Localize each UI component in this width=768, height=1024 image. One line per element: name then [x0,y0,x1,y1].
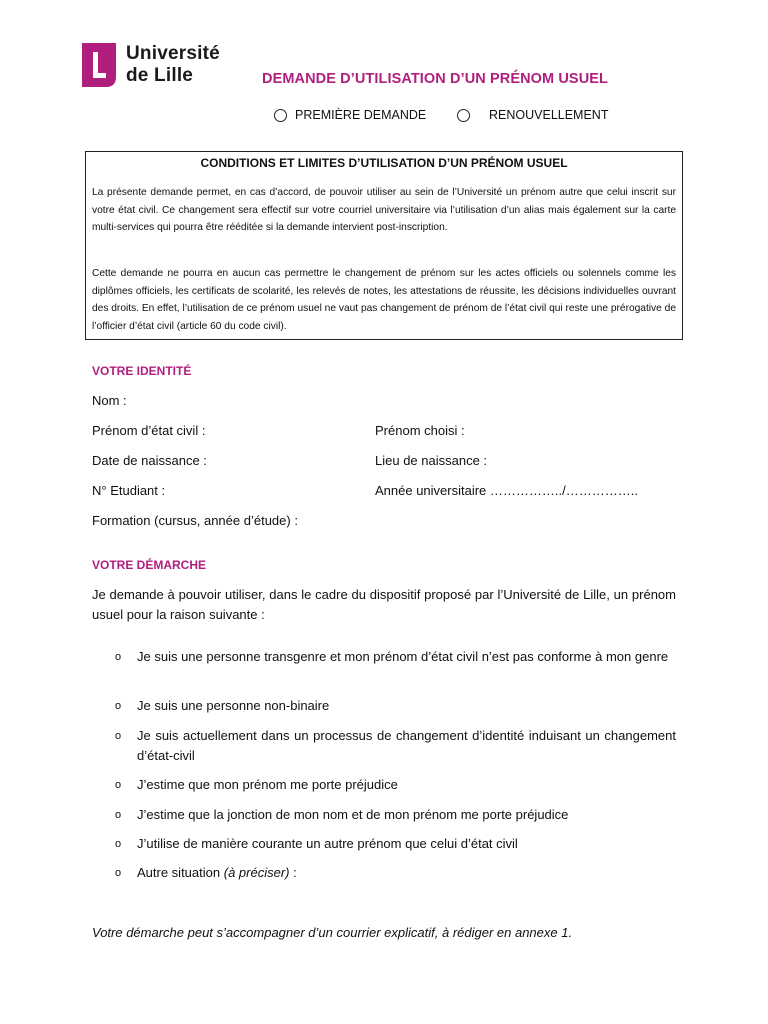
radio-premiere-demande-label: PREMIÈRE DEMANDE [295,108,427,122]
bullet-icon: o [115,867,122,879]
option-autre-situation[interactable] [115,863,676,883]
university-logo-mark-icon [80,43,118,89]
bullet-icon: o [115,779,122,791]
conditions-paragraph-1: La présente demande permet, en cas d’accord, de pouvoir utiliser au sein de l’Université un prénom autre que celui inscrit sur votre état civil. Ce changement sera effectif sur votre courriel universitaire via l’utilisation d’un alias mais également sur la carte multi-services qui pourra être rééditée si la demande intervient post-inscription. [92,187,676,234]
field-date-naissance[interactable]: Date de naissance : [92,453,207,468]
field-annee-universitaire[interactable]: Année universitaire ……………../…………….. [375,483,638,498]
option-transgenre[interactable] [115,647,676,667]
option-label: Je suis actuellement dans un processus de changement d’identité induisant un changement d’état-civil [137,728,676,763]
bullet-icon: o [115,809,122,821]
option-jonction-prejudice[interactable] [115,805,676,825]
radio-renouvellement[interactable] [457,105,608,125]
university-logo-text [126,43,220,87]
conditions-title: CONDITIONS ET LIMITES D’UTILISATION D’UN PRÉNOM USUEL [200,156,568,170]
demarche-heading: VOTRE DÉMARCHE [92,558,207,572]
option-changement-identite[interactable] [115,726,676,766]
bullet-icon: o [115,838,122,850]
document-title: DEMANDE D’UTILISATION D’UN PRÉNOM USUEL [262,71,608,87]
field-numero-etudiant[interactable]: N° Etudiant : [92,483,166,498]
option-prenom-prejudice[interactable] [115,775,676,795]
field-nom[interactable]: Nom : [92,393,127,408]
conditions-box [85,151,683,340]
university-logo [80,43,240,93]
radio-premiere-demande[interactable] [274,105,426,125]
field-lieu-naissance[interactable]: Lieu de naissance : [375,453,488,468]
field-prenom-etat-civil[interactable]: Prénom d’état civil : [92,423,206,438]
annex-note: Votre démarche peut s’accompagner d’un courrier explicatif, à rédiger en annexe 1. [92,925,573,940]
bullet-icon: o [115,651,122,663]
option-label: J’utilise de manière courante un autre prénom que celui d’état civil [137,836,518,851]
logo-line-1: Université [126,43,220,64]
field-prenom-choisi[interactable]: Prénom choisi : [375,423,465,438]
radio-circle-icon[interactable] [274,109,287,122]
option-non-binaire[interactable] [115,696,676,716]
identity-heading: VOTRE IDENTITÉ [92,364,192,378]
option-label: Je suis une personne non-binaire [137,698,330,713]
demarche-intro: Je demande à pouvoir utiliser, dans le cadre du dispositif proposé par l’Université de Lille, un prénom usuel pour la raison suivante : [92,587,676,622]
conditions-paragraph-2: Cette demande ne pourra en aucun cas permettre le changement de prénom sur les actes officiels ou solennels comme les diplômes officiels, les certificats de scolarité, les relevés de notes, les attestations de réussite, les décisions individuelles ouvrant des droits. En effet, l’utilisation de ce prénom usuel ne vaut pas changement de prénom de l’état civil qui reste une prérogative de l’officier d’état civil (article 60 du code civil). [92,268,676,332]
radio-circle-icon[interactable] [457,109,470,122]
other-label: Autre situation [137,865,221,880]
bullet-icon: o [115,730,122,742]
logo-line-2: de Lille [126,65,194,86]
bullet-icon: o [115,700,122,712]
other-hint: (à préciser) [223,865,290,880]
option-label: J’estime que mon prénom me porte préjudice [137,777,398,792]
option-autre-prenom-courant[interactable] [115,834,676,854]
option-label: J’estime que la jonction de mon nom et de mon prénom me porte préjudice [137,807,569,822]
other-suffix: : [289,865,297,880]
radio-renouvellement-label: RENOUVELLEMENT [489,108,609,122]
option-label [137,863,676,883]
field-formation[interactable]: Formation (cursus, année d’étude) : [92,513,298,528]
option-label: Je suis une personne transgenre et mon prénom d’état civil n’est pas conforme à mon genre [137,649,669,664]
